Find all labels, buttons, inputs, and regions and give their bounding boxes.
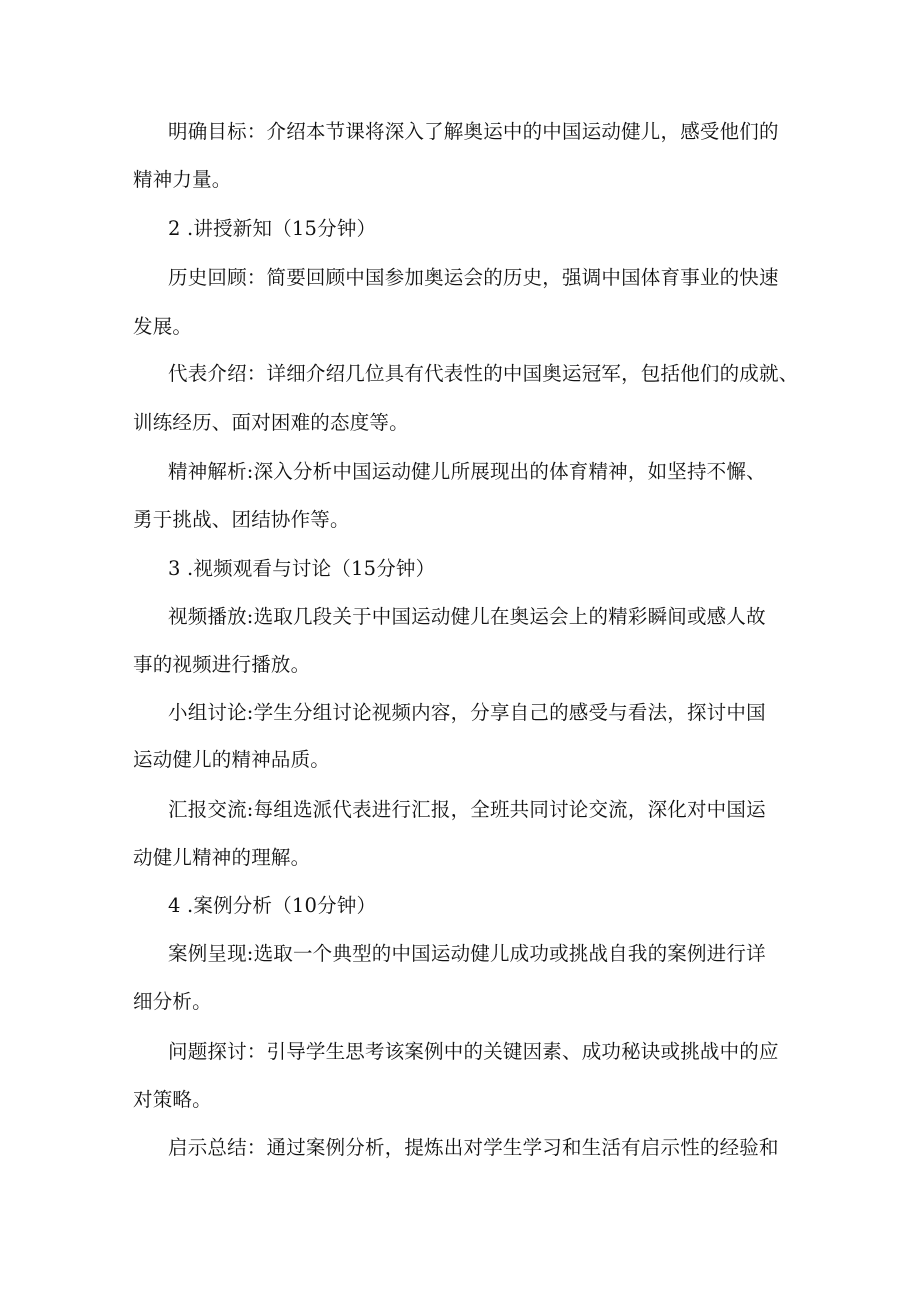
text-line: 问题探讨：引导学生思考该案例中的关键因素、成功秘诀或挑战中的应 <box>168 1040 779 1063</box>
text-line: 小组讨论:学生分组讨论视频内容，分享自己的感受与看法，探讨中国 <box>168 701 766 724</box>
section-heading: 2 .讲授新知（15分钟） <box>168 217 377 240</box>
section-heading: 4 .案例分析（10分钟） <box>168 894 377 917</box>
text-line: 视频播放:选取几段关于中国运动健儿在奥运会上的精彩瞬间或感人故 <box>168 605 766 628</box>
text-line: 细分析。 <box>133 990 212 1013</box>
text-line: 发展。 <box>133 315 193 338</box>
text-line: 启示总结：通过案例分析，提炼出对学生学习和生活有启示性的经验和 <box>168 1136 779 1159</box>
text-line: 运动健儿的精神品质。 <box>133 748 331 771</box>
text-line: 勇于挑战、团结协作等。 <box>133 508 350 531</box>
section-heading: 3 .视频观看与讨论（15分钟） <box>168 557 436 580</box>
text-line: 事的视频进行播放。 <box>133 653 311 676</box>
text-line: 明确目标：介绍本节课将深入了解奥运中的中国运动健儿，感受他们的 <box>168 120 779 143</box>
text-line: 案例呈现:选取一个典型的中国运动健儿成功或挑战自我的案例进行详 <box>168 942 766 965</box>
text-line: 精神解析:深入分析中国运动健儿所展现出的体育精神，如坚持不懈、 <box>168 460 766 483</box>
text-line: 历史回顾：简要回顾中国参加奥运会的历史，强调中国体育事业的快速 <box>168 266 779 289</box>
text-line: 代表介绍：详细介绍几位具有代表性的中国奥运冠军，包括他们的成就、 <box>168 362 799 385</box>
text-line: 精神力量。 <box>133 168 232 191</box>
text-line: 汇报交流:每组选派代表进行汇报，全班共同讨论交流，深化对中国运 <box>168 798 766 821</box>
text-line: 训练经历、面对困难的态度等。 <box>133 411 409 434</box>
text-line: 动健儿精神的理解。 <box>133 846 311 869</box>
text-line: 对策略。 <box>133 1088 212 1111</box>
